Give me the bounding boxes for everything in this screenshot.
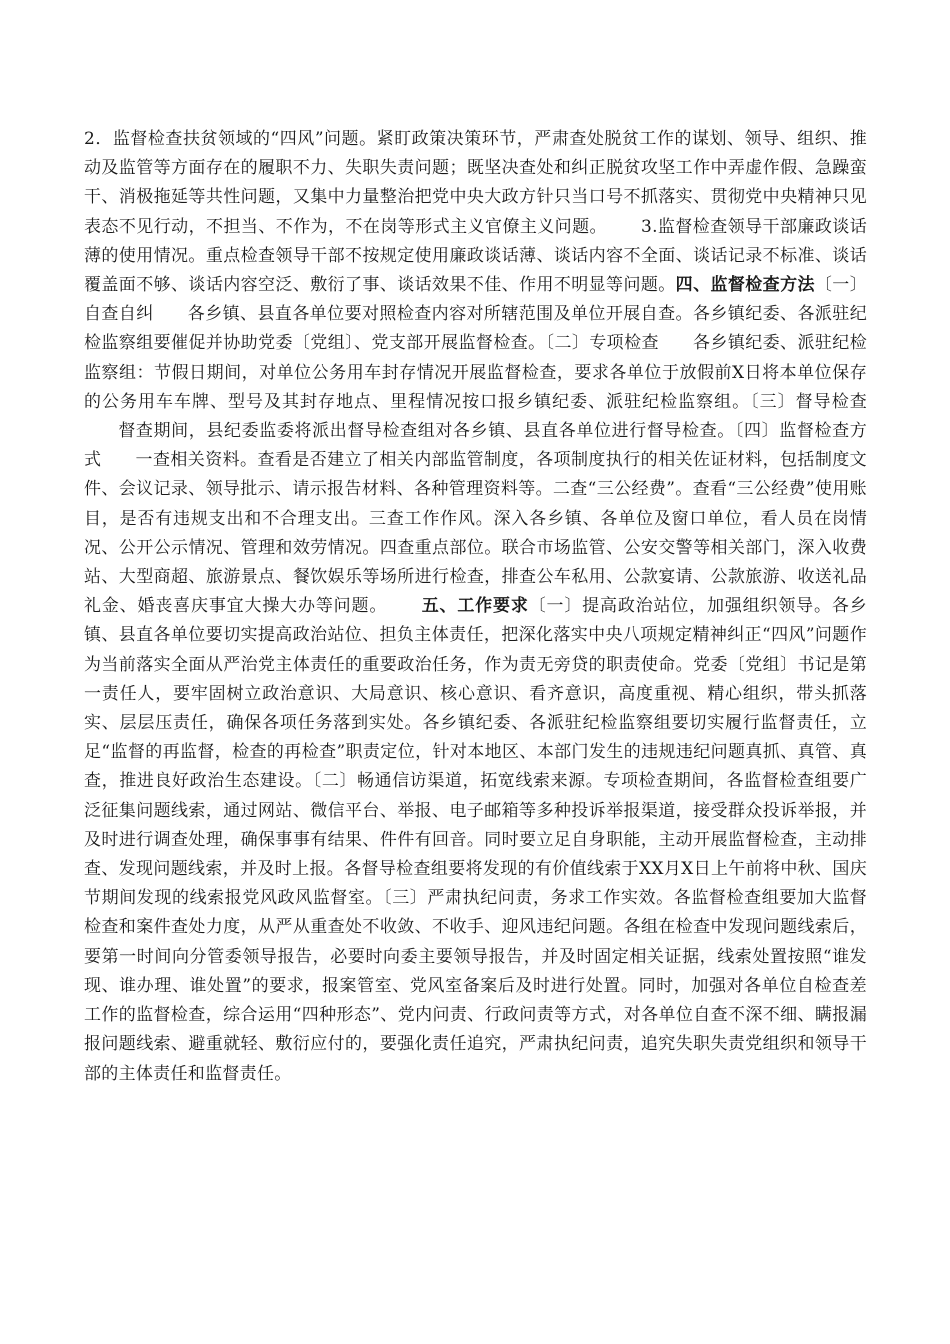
- subsection-1-text: 各乡镇、县直各单位要对照检查内容对所辖范围及单位开展自查。各乡镇纪委、各派驻纪检监察组要催促并协助党委〔党组〕、党支部开展监督检查。〔二〕专项检查: [84, 304, 868, 354]
- item-2-text: 2．监督检查扶贫领域的“四风”问题。紧盯政策决策环节，严肃查处脱贫工作的谋划、领导、组织、推动及监管等方面存在的履职不力、失职失责问题；既坚决查处和纠正脱贫攻坚工作中弄虚作假、急躁蛮干、消极拖延等共性问题，又集中力量整治把党中央大政方针只当口号不抓落实、贯彻党中央精神只见表态不见行动，不担当、不作为，不在岗等形式主义官僚主义问题。: [84, 129, 867, 237]
- subsection-1-title: 〔一〕自查自纠: [84, 275, 867, 325]
- section-5-heading: 五、工作要求: [421, 596, 529, 617]
- subsection-3-text: 督查期间，县纪委监委将派出督导检查组对各乡镇、县直各单位进行督导检查。〔四〕监督检查方式: [84, 421, 867, 471]
- item-3-text: 3.监督检查领导干部廉政谈话薄的使用情况。重点检查领导干部不按规定使用廉政谈话薄、谈话内容不全面、谈话记录不标准、谈话覆盖面不够、谈话内容空泛、敷衍了事、谈话效果不佳、作用不明显等问题。: [84, 216, 867, 296]
- subsection-2-text: 各乡镇纪委、派驻纪检监察组：节假日期间，对单位公务用车封存情况开展监督检查，要求各单位于放假前X日将本单位保存的公务用车车牌、型号及其封存地点、里程情况按口报乡镇纪委、派驻纪检监察组。〔三〕督导检查: [84, 333, 867, 412]
- section-5-text: 〔一〕提高政治站位，加强组织领导。各乡镇、县直各单位要切实提高政治站位、担负主体责任，把深化落实中央八项规定精神纠正“四风”问题作为当前落实全面从严治党主体责任的重要政治任务，作为责无旁贷的职责使命。党委〔党组〕书记是第一责任人，要牢固树立政治意识、大局意识、核心意识、看齐意识，高度重视、精心组织，带头抓落实、层层压责任，确保各项任务落到实处。各乡镇纪委、各派驻纪检监察组要切实履行监督责任，立足“监督的再监督，检查的再检查”职责定位，针对本地区、本部门发生的违规违纪问题真抓、真管、真查，推进良好政治生态建设。〔二〕畅通信访渠道，拓宽线索来源。专项检查期间，各监督检查组要广泛征集问题线索，通过网站、微信平台、举报、电子邮箱等多种投诉举报渠道，接受群众投诉举报，并及时进行调查处理，确保事事有结果、件件有回音。同时要立足自身职能，主动开展监督检查，主动排查、发现问题线索，并及时上报。各督导检查组要将发现的有价值线索于XX月X日上午前将中秋、国庆节期间发现的线索报党风政风监督室。〔三〕严肃执纪问责，务求工作实效。各监督检查组要加大监督检查和案件查处力度，从严从重查处不收敛、不收手、迎风违纪问题。各组在检查中发现问题线索后，要第一时间向分管委领导报告，必要时向委主要领导报告，并及时固定相关证据，线索处置按照“谁发现、谁办理、谁处置”的要求，报案管室、党风室备案后及时进行处置。同时，加强对各单位自检查差工作的监督检查，综合运用“四种形态”、党内问责、行政问责等方式，对各单位自查不深不细、瞒报漏报问题线索、避重就轻、敷衍应付的，要强化责任追究，严肃执纪问责，追究失职失责党组织和领导干部的主体责任和监督责任。: [84, 596, 867, 1084]
- subsection-4-text: 一查相关资料。查看是否建立了相关内部监管制度，各项制度执行的相关佐证材料，包括制度文件、会议记录、领导批示、请示报告材料、各种管理资料等。二查“三公经费”。查看“三公经费”使用账目，是否有违规支出和不合理支出。三查工作作风。深入各乡镇、各单位及窗口单位，看人员在岗情况、公开公示情况、管理和效劳情况。四查重点部位。联合市场监管、公安交警等相关部门，深入收费站、大型商超、旅游景点、餐饮娱乐等场所进行检查，排查公车私用、公款宴请、公款旅游、收送礼品礼金、婚丧喜庆事宜大操大办等问题。: [84, 450, 867, 617]
- body-paragraph: [84, 125, 867, 1089]
- section-4-heading: 四、监督检查方法: [675, 275, 815, 296]
